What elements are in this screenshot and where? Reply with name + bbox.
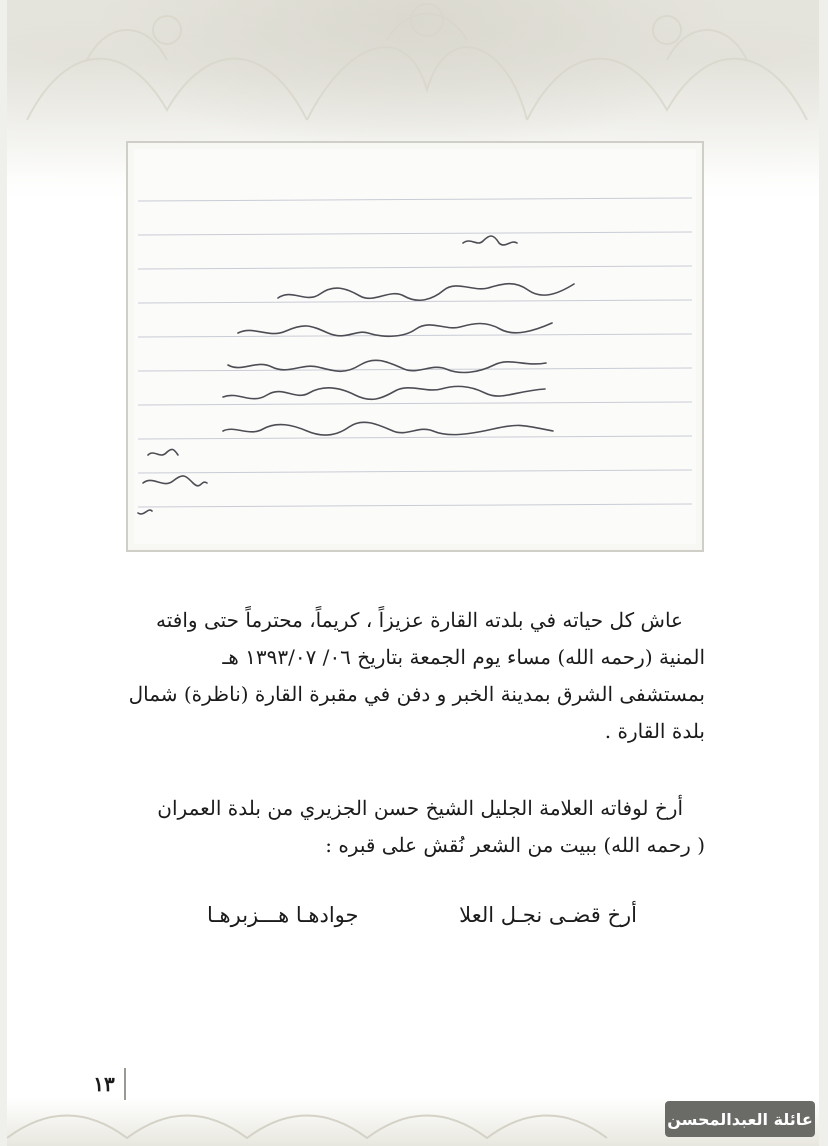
- paragraph-line: ( رحمه الله) ببيت من الشعر نُقش على قبره :: [325, 833, 705, 857]
- book-page: [7, 0, 819, 1146]
- paragraph-line: بمستشفى الشرق بمدينة الخبر و دفن في مقبرة القارة (ناظرة) شمال: [128, 682, 705, 706]
- page-number: ١٣: [93, 1072, 115, 1096]
- epitaph-paragraph: [125, 790, 705, 870]
- paragraph-line: أرخ لوفاته العلامة الجليل الشيخ حسن الجزيري من بلدة العمران: [157, 796, 683, 820]
- poem-verse: [207, 895, 637, 935]
- handwritten-letter-image: [126, 141, 704, 552]
- biography-paragraph: [125, 602, 705, 762]
- verse-first-hemistich: أرخ قضـى نجـل العلا: [459, 903, 637, 927]
- paragraph-line: المنية (رحمه الله) مساء يوم الجمعة بتاريخ ٠٦/ ١٣٩٣/٠٧ هـ: [222, 645, 705, 669]
- verse-second-hemistich: جوادهـا هـــزبرهـا: [207, 903, 359, 927]
- brand-badge: عائلة العبدالمحسن: [665, 1101, 815, 1137]
- page-number-divider: [124, 1068, 126, 1100]
- paragraph-line: عاش كل حياته في بلدته القارة عزيزاً ، كريماً، محترماً حتى وافته: [156, 608, 683, 632]
- paragraph-line: بلدة القارة .: [604, 719, 705, 743]
